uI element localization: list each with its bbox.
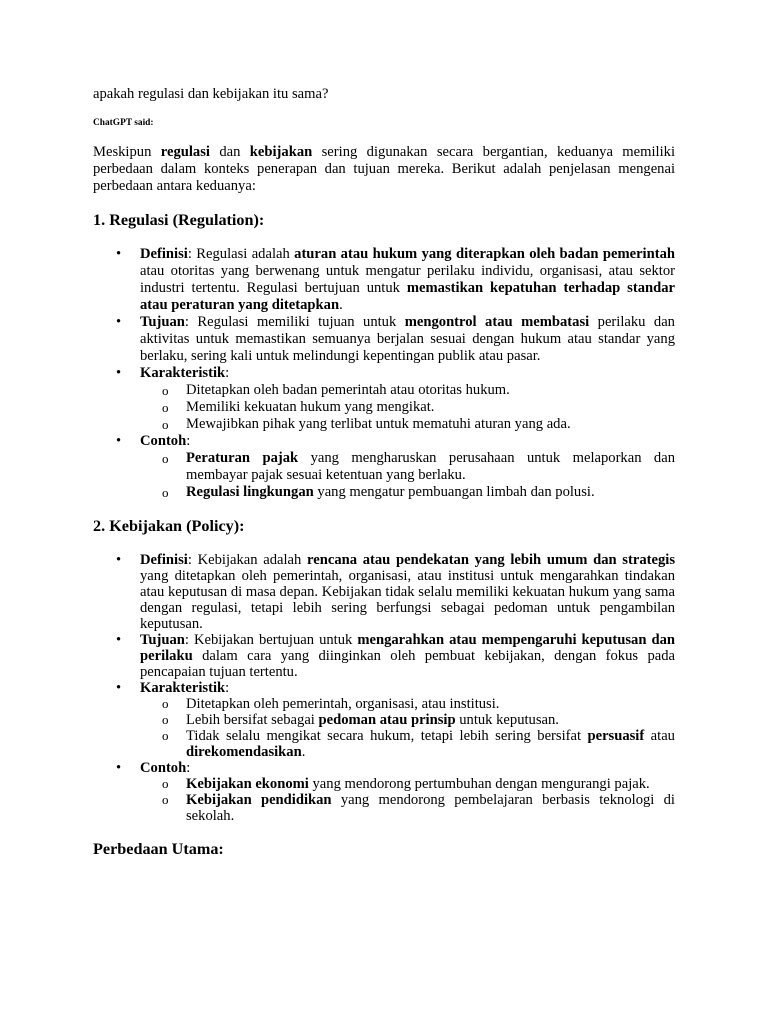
sublist-item (186, 712, 675, 728)
list-item-tujuan (140, 314, 675, 365)
text: untuk keputusan. (455, 712, 559, 728)
text: Tidak selalu mengikat secara hukum, tetapi lebih sering bersifat (186, 728, 588, 744)
intro-text: Meskipun (93, 144, 161, 160)
text: yang mengharuskan perusahaan untuk melaporkan dan membayar pajak sesuai ketentuan yang berlaku. (186, 450, 676, 483)
list-item-definisi (140, 552, 675, 632)
label-definisi: Definisi (140, 552, 188, 568)
text: dalam cara yang diinginkan oleh pembuat kebijakan, dengan fokus pada pencapaian tujuan tertentu. (140, 648, 675, 680)
karakteristik-sublist (140, 382, 675, 433)
text: : (225, 680, 230, 696)
label-tujuan: Tujuan (140, 314, 185, 330)
text: yang mendorong pembelajaran berbasis teknologi di sekolah. (186, 792, 675, 824)
label-karakteristik: Karakteristik (140, 680, 226, 696)
text: : (186, 433, 191, 449)
sublist-item (186, 484, 675, 501)
bold-text: aturan atau hukum yang diterapkan oleh badan pemerintah (294, 246, 675, 262)
text: Lebih bersifat sebagai (186, 712, 319, 728)
sublist-item: o Mewajibkan pihak yang terlibat untuk mematuhi aturan yang ada. (186, 416, 675, 433)
label-contoh: Contoh (140, 760, 187, 776)
document-page (93, 86, 675, 875)
list-item-contoh (140, 433, 675, 501)
sublist-item: o Ditetapkan oleh pemerintah, organisasi, atau institusi. (186, 696, 675, 712)
sublist-item (186, 792, 675, 824)
text: . (339, 297, 343, 313)
text: yang ditetapkan oleh pemerintah, organisasi, atau institusi untuk mengarahkan tindakan atau keputusan di masa depan. Kebijakan tidak selalu memiliki kekuatan hukum yang sama dengan regulasi, tetapi lebih sering berfungsi sebagai pedoman untuk pengambilan keputusan. (140, 568, 675, 632)
sublist-item (186, 728, 675, 760)
bold-text: Kebijakan ekonomi (186, 776, 309, 792)
bold-text: Kebijakan pendidikan (186, 792, 332, 808)
kebijakan-list (93, 552, 675, 824)
bold-text: mengontrol atau membatasi (404, 314, 590, 330)
list-item-tujuan (140, 632, 675, 680)
intro-text: dan (209, 144, 250, 160)
user-question: apakah regulasi dan kebijakan itu sama? (93, 86, 329, 102)
intro-text: sering digunakan secara bergantian, keduanya memiliki perbedaan dalam konteks penerapan dan tujuan mereka. Berikut adalah penjelasan mengenai perbedaan antara keduanya: (93, 144, 675, 194)
text: : Kebijakan bertujuan untuk (184, 632, 358, 648)
text: . (301, 744, 306, 760)
bold-text: Regulasi lingkungan (186, 484, 314, 500)
list-item-karakteristik (140, 680, 675, 760)
bold-text: mengarahkan atau mempengaruhi keputusan dan perilaku (140, 632, 675, 664)
bold-text: pedoman atau prinsip (318, 712, 456, 728)
label-contoh: Contoh (140, 433, 187, 449)
sublist-item (186, 450, 675, 484)
text: : Kebijakan adalah (187, 552, 308, 568)
intro-bold-kebijakan: kebijakan (249, 144, 313, 160)
sublist-item: o Memiliki kekuatan hukum yang mengikat. (186, 399, 675, 416)
karakteristik-sublist (140, 696, 675, 760)
bold-text: rencana atau pendekatan yang lebih umum dan strategis (307, 552, 675, 568)
bold-text: Peraturan pajak (186, 450, 299, 466)
label-tujuan: Tujuan (140, 632, 185, 648)
section-heading-kebijakan: 2. Kebijakan (Policy): (93, 517, 245, 535)
spacer (93, 824, 675, 839)
contoh-sublist (140, 776, 675, 824)
intro-paragraph (93, 144, 675, 195)
bold-text: persuasif (587, 728, 645, 744)
text: perilaku dan aktivitas untuk memastikan semuanya berjalan sesuai dengan hukum atau standar yang berlaku, sering kali untuk melindungi kepentingan publik atau pasar. (140, 314, 675, 364)
regulasi-list (93, 246, 675, 501)
bold-text: memastikan kepatuhan terhadap standar atau peraturan yang ditetapkan (140, 280, 675, 313)
bold-text: direkomendasikan (186, 744, 302, 760)
contoh-sublist (140, 450, 675, 501)
list-item-definisi (140, 246, 675, 314)
spacer (93, 501, 675, 516)
list-item-karakteristik (140, 365, 675, 433)
text: atau (644, 728, 675, 744)
text: atau otoritas yang berwenang untuk mengatur perilaku individu, organisasi, atau sektor industri tertentu. Regulasi bertujuan untuk (140, 263, 675, 296)
text: : (225, 365, 230, 381)
label-definisi: Definisi (140, 246, 188, 262)
assistant-said-label: ChatGPT said: (93, 118, 154, 128)
section-heading-perbedaan: Perbedaan Utama: (93, 840, 224, 858)
section-heading-regulasi: 1. Regulasi (Regulation): (93, 211, 265, 229)
text: : Regulasi adalah (187, 246, 295, 262)
sublist-item: o Ditetapkan oleh badan pemerintah atau otoritas hukum. (186, 382, 675, 399)
text: yang mendorong pertumbuhan dengan mengurangi pajak. (308, 776, 650, 792)
list-item-contoh (140, 760, 675, 824)
intro-bold-regulasi: regulasi (160, 144, 210, 160)
text: yang mengatur pembuangan limbah dan polusi. (313, 484, 595, 500)
label-karakteristik: Karakteristik (140, 365, 226, 381)
text: : Regulasi memiliki tujuan untuk (184, 314, 405, 330)
sublist-item (186, 776, 675, 792)
text: : (186, 760, 191, 776)
